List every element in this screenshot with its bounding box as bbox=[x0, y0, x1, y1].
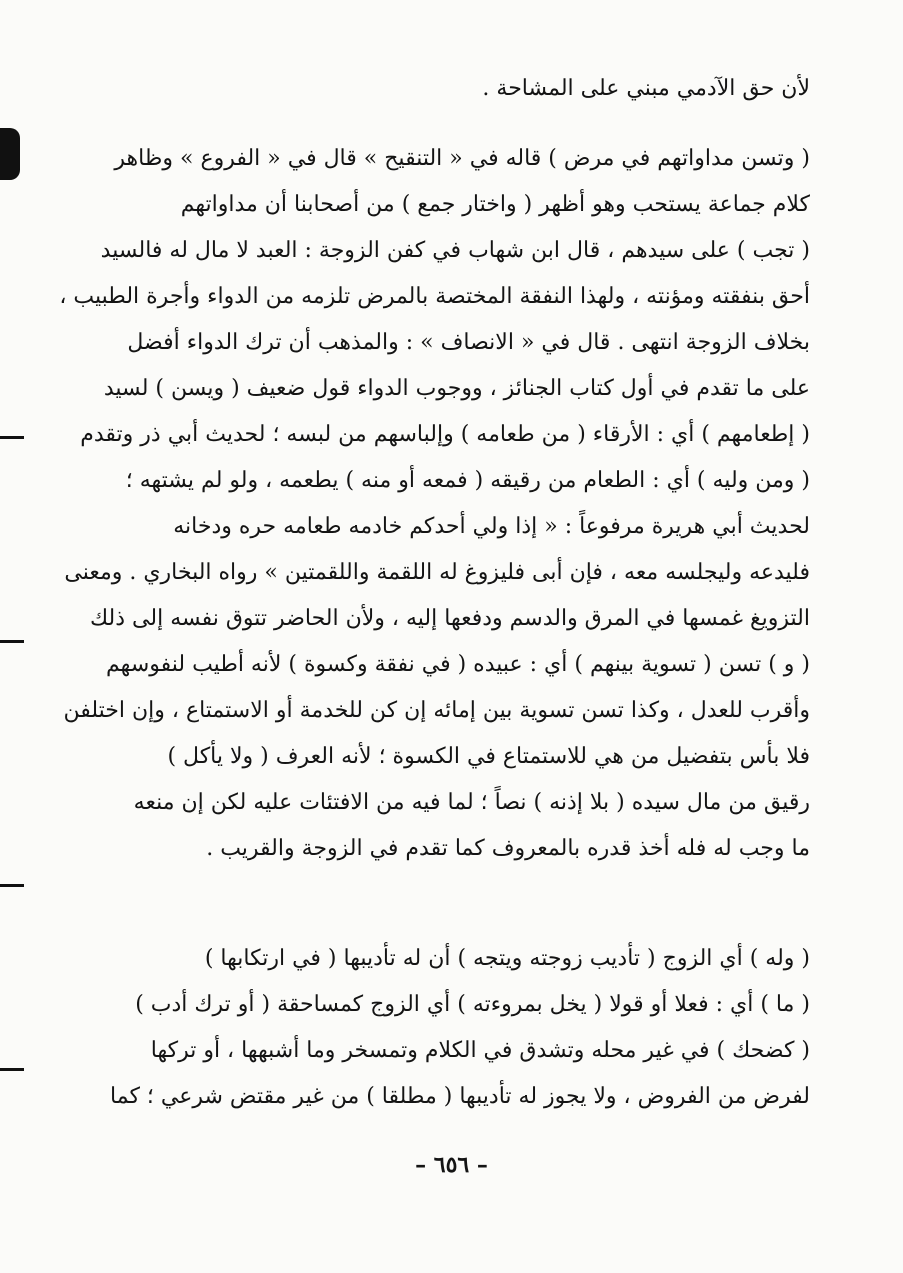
text-line: ( ما ) أي : فعلا أو قولا ( يخل بمروءته ) أي الزوج كمساحقة ( أو ترك أدب ) bbox=[135, 992, 810, 1017]
scan-margin-mark bbox=[0, 640, 24, 643]
page-number: – ٦٥٦ – bbox=[415, 1152, 488, 1178]
text-line: ( وله ) أي الزوج ( تأديب زوجته ويتجه ) أن له تأديبها ( في ارتكابها ) bbox=[204, 946, 810, 971]
text-line: ( و ) تسن ( تسوية بينهم ) أي : عبيده ( في نفقة وكسوة ) لأنه أطيب لنفوسهم bbox=[106, 652, 810, 677]
text-line: كلام جماعة يستحب وهو أظهر ( واختار جمع ) من أصحابنا أن مداواتهم bbox=[180, 192, 810, 217]
text-line: أحق بنفقته ومؤنته ، ولهذا النفقة المختصة بالمرض تلزمه من الدواء وأجرة الطبيب ، bbox=[59, 284, 810, 309]
scan-margin-mark bbox=[0, 884, 24, 887]
text-line: ( إطعامهم ) أي : الأرقاء ( من طعامه ) وإلباسهم من لبسه ؛ لحديث أبي ذر وتقدم bbox=[80, 422, 810, 447]
text-line: بخلاف الزوجة انتهى . قال في « الانصاف » : والمذهب أن ترك الدواء أفضل bbox=[127, 330, 810, 355]
paragraph-1 bbox=[160, 66, 810, 112]
text-line: رقيق من مال سيده ( بلا إذنه ) نصاً ؛ لما فيه من الافتئات عليه لكن إن منعه bbox=[133, 790, 810, 815]
text-line: فليدعه وليجلسه معه ، فإن أبى فليزوغ له اللقمة واللقمتين » رواه البخاري . ومعنى bbox=[64, 560, 810, 585]
text-line: ( وتسن مداواتهم في مرض ) قاله في « التنقيح » قال في « الفروع » وظاهر bbox=[114, 146, 810, 171]
text-line: لأن حق الآدمي مبني على المشاحة . bbox=[482, 76, 810, 101]
scan-margin-mark bbox=[0, 1068, 24, 1071]
paragraph-3 bbox=[110, 936, 810, 1120]
text-line: وأقرب للعدل ، وكذا تسن تسوية بين إمائه إن كن للخدمة أو الاستمتاع ، وإن اختلفن bbox=[63, 698, 810, 723]
text-line: ( تجب ) على سيدهم ، قال ابن شهاب في كفن الزوجة : العبد لا مال له فالسيد bbox=[100, 238, 810, 263]
text-line: ( ومن وليه ) أي : الطعام من رقيقه ( فمعه أو منه ) يطعمه ، ولو لم يشتهه ؛ bbox=[125, 468, 810, 493]
text-line: ما وجب له فله أخذ قدره بالمعروف كما تقدم في الزوجة والقريب . bbox=[206, 836, 810, 861]
scan-margin-mark bbox=[0, 436, 24, 439]
text-line: ( كضحك ) في غير محله وتشدق في الكلام وتمسخر وما أشبهها ، أو تركها bbox=[150, 1038, 810, 1063]
text-line: لفرض من الفروض ، ولا يجوز له تأديبها ( مطلقا ) من غير مقتض شرعي ؛ كما bbox=[110, 1084, 810, 1109]
paragraph-2 bbox=[59, 136, 810, 872]
text-line: فلا بأس بتفضيل من هي للاستمتاع في الكسوة ؛ لأنه العرف ( ولا يأكل ) bbox=[167, 744, 810, 769]
text-line: لحديث أبي هريرة مرفوعاً : « إذا ولي أحدكم خادمه طعامه حره ودخانه bbox=[173, 514, 810, 539]
text-line: التزويغ غمسها في المرق والدسم ودفعها إليه ، ولأن الحاضر تتوق نفسه إلى ذلك bbox=[90, 606, 810, 631]
scan-margin-mark bbox=[0, 128, 20, 180]
text-line: على ما تقدم في أول كتاب الجنائز ، ووجوب الدواء قول ضعيف ( ويسن ) لسيد bbox=[103, 376, 810, 401]
